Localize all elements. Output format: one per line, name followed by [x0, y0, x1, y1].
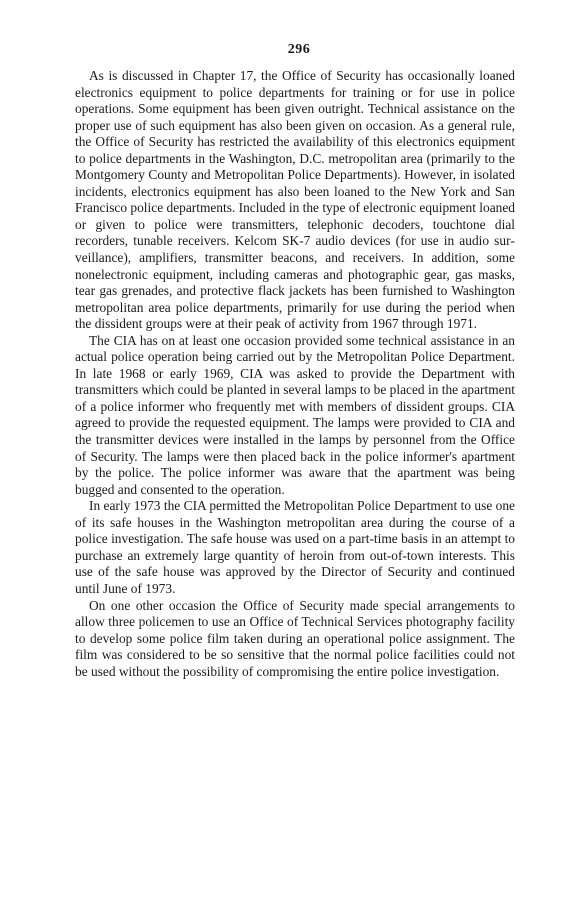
paragraph-technical-assistance: The CIA has on at least one occasion provided some technical assistance in an actual police operation being carried out by the Metropolitan Police Department. In late 1968 or early 1969, CIA was asked to provide the Department with transmitters which could be planted in several lamps to be placed in the apartment of a police informer who frequently met with members of dissident groups. CIA agreed to provide the requested equipment. The lamps were provided to CIA and the transmitter devices were installed in the lamps by personnel from the Office of Security. The lamps were then placed back in the police informer's apartment by the police. The police informer was aware that the apartment was being bugged and consented to the operation. [75, 332, 515, 497]
paragraph-safe-house: In early 1973 the CIA permitted the Metropolitan Police Department to use one of its safe houses in the Washington metropolitan area during the course of a police investigation. The safe house was used on a part-time basis in an attempt to purchase an extremely large quantity of heroin from out-of-town interests. This use of the safe house was approved by the Director of Security and continued until June of 1973. [75, 498, 515, 596]
document-page [75, 42, 515, 680]
paragraph-equipment-loans: As is discussed in Chapter 17, the Office of Security has occasionally loaned electronics equipment to police departments for training or for use in police operations. Some equipment has been given outright. Technical assistance on the proper use of such equipment has also been given on occasion. As a general rule, the Office of Security has restricted the availability of this electronics equipment to police departments in the Washington, D.C. metropolitan area (primarily to the Montgomery County and Metropolitan Police Departments). However, in isolated incidents, electronics equipment has also been loaned to the New York and San Francisco police departments. Included in the type of electronic equipment loaned or given to police were transmitters, telephonic decoders, touchtone dial recorders, tunable receivers. Kelcom SK-7 audio devices (for use in audio surveillance), amplifiers, transmitter beacons, and receivers. In addition, some nonelectronic equipment, including cameras and photographic gear, gas masks, tear gas grenades, and protective flack jackets has been furnished to Washington metropolitan area police departments, primarily for use during the period when the dissident groups were at their peak of activity from 1967 through 1971. [75, 68, 515, 332]
paragraph-photography-facility: On one other occasion the Office of Security made special arrangements to allow three policemen to use an Office of Technical Services photography facility to develop some police film taken during an operational police assignment. The film was considered to be so sensitive that the normal police facilities could not be used without the possibility of compromising the entire police investigation. [75, 597, 515, 679]
page-number: 296 [287, 42, 311, 57]
